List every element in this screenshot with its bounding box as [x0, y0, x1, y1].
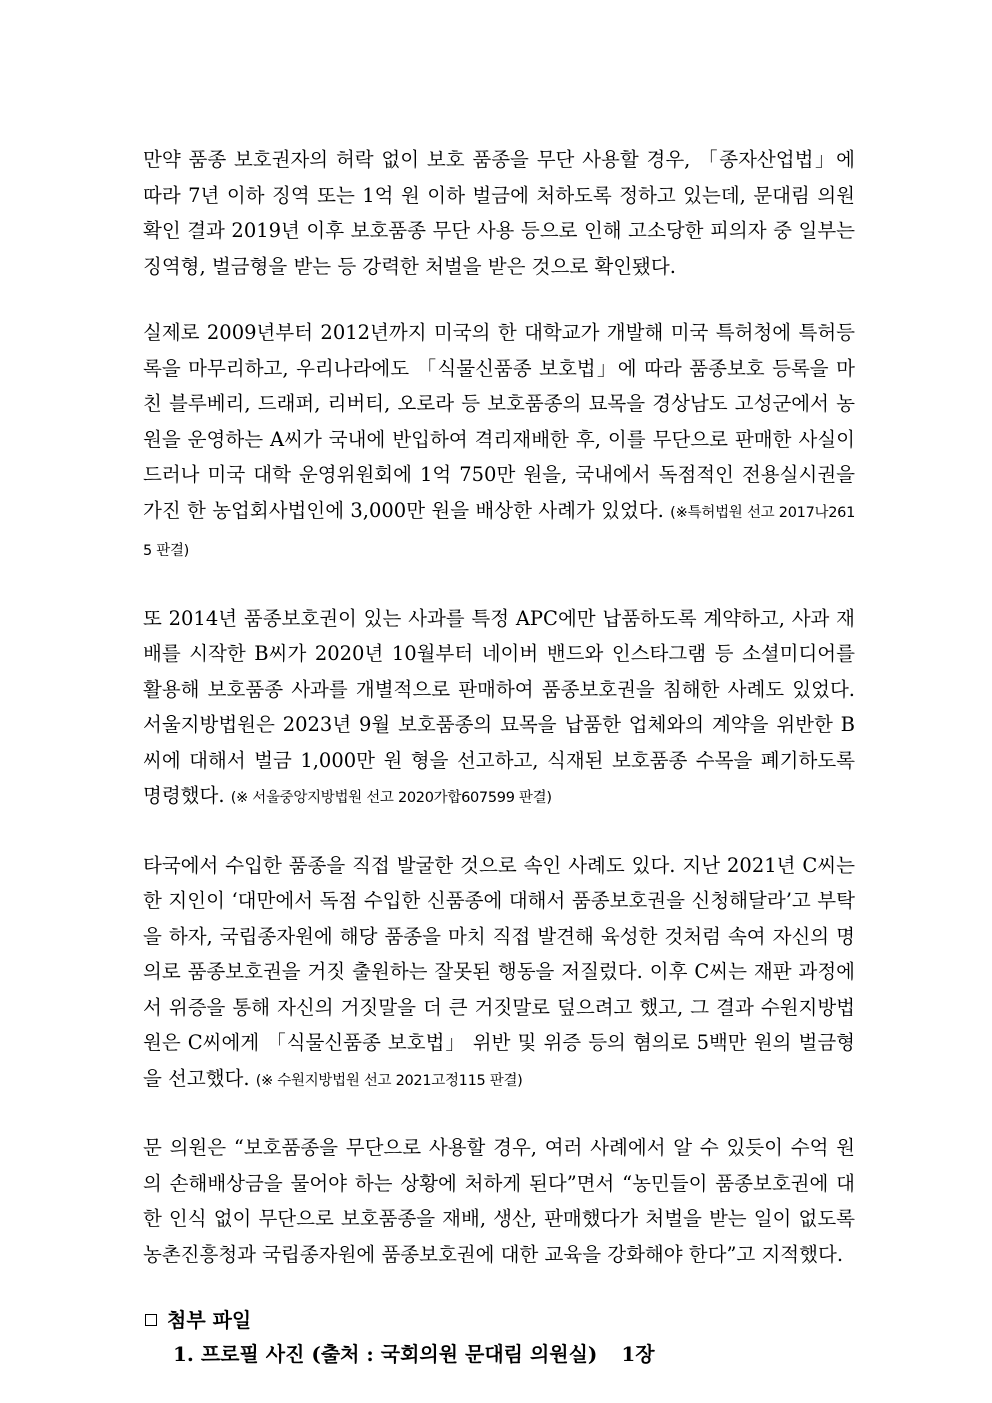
paragraph-case-c: 타국에서 수입한 품종을 직접 발굴한 것으로 속인 사례도 있다. 지난 2021년 C씨는 한 지인이 ‘대만에서 독점 수입한 신품종에 대해서 품종보호권을 신청해달라’고 부탁을 하자, 국립종자원에 해당 품종을 마치 직접 발견해 육성한 것처럼 속여 자신의 명의로 품종보호권을 거짓 출원하는 잘못된 행동을 저질렀다. 이후 C씨는 재판 과정에서 위증을 통해 자신의 거짓말을 더 큰 거짓말로 덮으려고 했고, 그 결과 수원지방법원은 C씨에게 「식물신품종 보호법」 위반 및 위증 등의 혐의로 5백만 원의 벌금형을 선고했다. (※ 수원지방법원 선고 2021고정115 판결) [143, 853, 855, 1090]
case-a-citation: (※특허법원 선고 2017나2615 판결) [143, 504, 855, 559]
attachment-count: 1장 [621, 1342, 655, 1366]
case-b-citation: (※ 서울중앙지방법원 선고 2020가합607599 판결) [230, 790, 552, 806]
attachment-item [143, 1337, 855, 1371]
paragraph-case-b: 또 2014년 품종보호권이 있는 사과를 특정 APC에만 납품하도록 계약하고, 사과 재배를 시작한 B씨가 2020년 10월부터 네이버 밴드와 인스타그램 등 소셜미디어를 활용해 보호품종 사과를 개별적으로 판매하여 품종보호권을 침해한 사례도 있었다. 서울지방법원은 2023년 9월 보호품종의 묘목을 납품한 업체와의 계약을 위반한 B씨에 대해서 벌금 1,000만 원 형을 선고하고, 식재된 보호품종 수목을 폐기하도록 명령했다. (※ 서울중앙지방법원 선고 2020가합607599 판결) [143, 606, 855, 807]
paragraph-lawmaker-comment: 문 의원은 “보호품종을 무단으로 사용할 경우, 여러 사례에서 알 수 있듯이 수억 원의 손해배상금을 물어야 하는 상황에 처하게 된다”면서 “농민들이 품종보호권에 대한 인식 없이 무단으로 보호품종을 재배, 생산, 판매했다가 처벌을 받는 일이 없도록 농촌진흥청과 국립종자원에 품종보호권에 대한 교육을 강화해야 한다”고 지적했다. [143, 1136, 855, 1266]
attachments-heading-label: 첨부 파일 [167, 1308, 252, 1332]
attachment-label: 1. 프로필 사진 (출처 : 국회의원 문대림 의원실) [173, 1342, 598, 1366]
paragraph-case-a: 실제로 2009년부터 2012년까지 미국의 한 대학교가 개발해 미국 특허청에 특허등록을 마무리하고, 우리나라에도 「식물신품종 보호법」에 따라 품종보호 등록을 마친 블루베리, 드래퍼, 리버티, 오로라 등 보호품종의 묘목을 경상남도 고성군에서 농원을 운영하는 A씨가 국내에 반입하여 격리재배한 후, 이를 무단으로 판매한 사실이 드러나 미국 대학 운영위원회에 1억 750만 원을, 국내에서 독점적인 전용실시권을 가진 한 농업회사법인에 3,000만 원을 배상한 사례가 있었다. (※특허법원 선고 2017나2615 판결) [143, 321, 855, 559]
case-c-citation: (※ 수원지방법원 선고 2021고정115 판결) [255, 1072, 523, 1089]
checkbox-square-icon [145, 1314, 157, 1326]
document-page [143, 142, 855, 1371]
paragraph-penalty-overview: 만약 품종 보호권자의 허락 없이 보호 품종을 무단 사용할 경우, 「종자산업법」에 따라 7년 이하 징역 또는 1억 원 이하 벌금에 처하도록 정하고 있는데, 문대림 의원 확인 결과 2019년 이후 보호품종 무단 사용 등으로 인해 고소당한 피의자 중 일부는 징역형, 벌금형을 받는 등 강력한 처벌을 받은 것으로 확인됐다. [143, 148, 855, 278]
attachments-heading [143, 1303, 855, 1337]
attachments-section [143, 1303, 855, 1371]
